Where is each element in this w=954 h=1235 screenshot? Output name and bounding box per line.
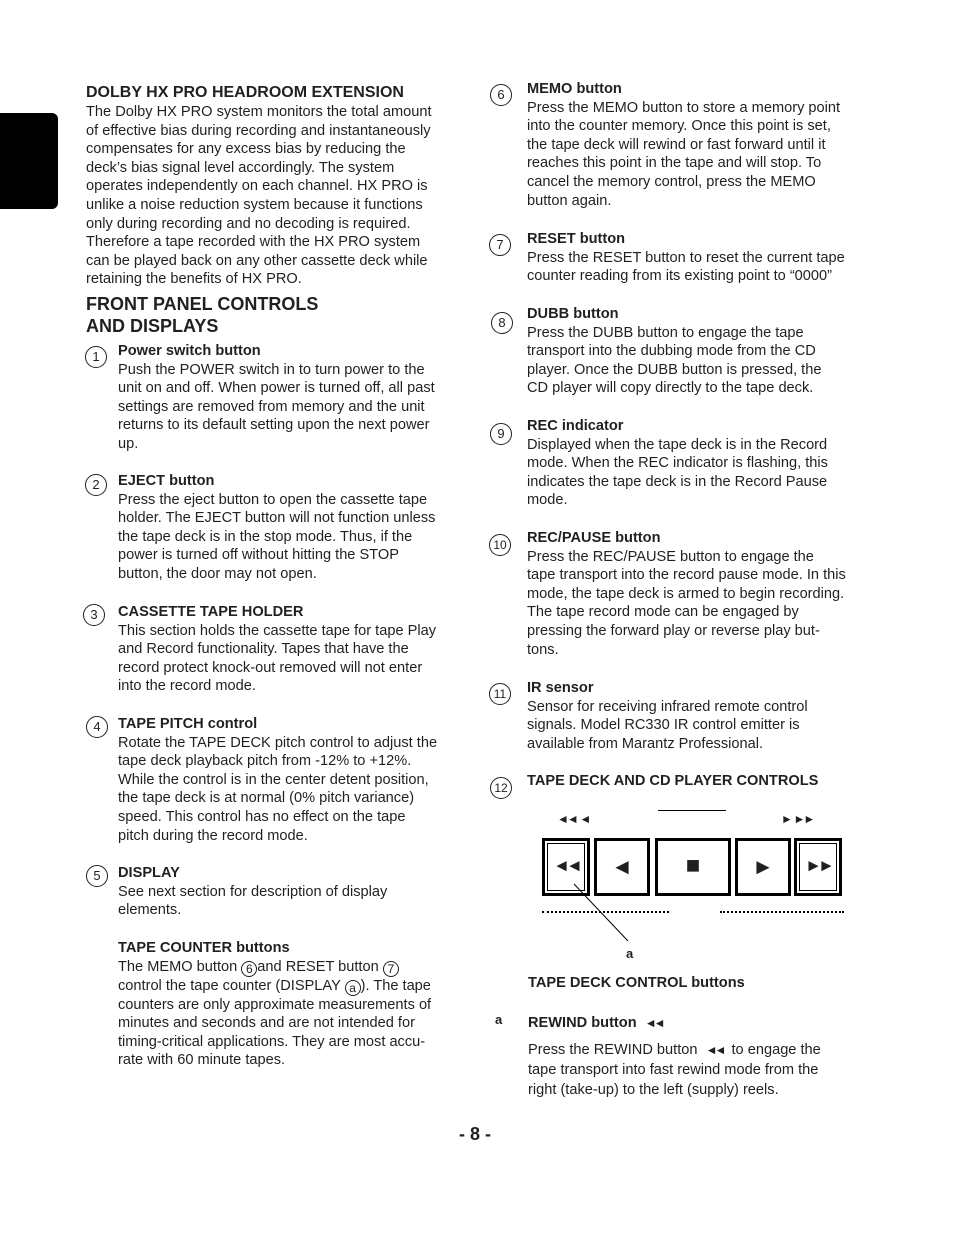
item-reset: RESET button Press the RESET button to reset the current tape counter reading from its existing point to “0000” [527,231,845,285]
item-number-badge: 10 [489,534,511,556]
rewind-glyphs-label: ◄◄ ◄ [557,812,590,826]
fast-forward-icon: ►► [805,856,831,875]
stop-button[interactable] [655,838,731,896]
play-button[interactable] [735,838,791,896]
item-cassette-holder: CASSETTE TAPE HOLDER This section holds the cassette tape for tape Play and Record functionality. Tapes that have the record protect knock-out removed will not enter into the record mode. [118,604,436,695]
item-number-badge: 6 [490,84,512,106]
section-title: FRONT PANEL CONTROLS AND DISPLAYS [86,294,319,336]
item-number-badge: 5 [86,865,108,887]
item-dubb: DUBB button Press the DUBB button to engage the tape transport into the dubbing mode from the CD player. Once the DUBB button is pressed, the CD player will copy directly to the tape deck. [527,306,822,397]
rewind-marker: a [495,1012,503,1027]
page-number: - 8 - [459,1124,492,1144]
item-controls-heading: TAPE DECK AND CD PLAYER CONTROLS [527,773,819,789]
callout-label: a [626,946,634,961]
item-number-badge: 8 [491,312,513,334]
rewind-block: REWIND button ◄◄ Press the REWIND button ◄◄ to engage the tape transport into fast rewind mode from the right (take-up) to the left (supply) reels. [528,1015,821,1098]
item-number-badge: 4 [86,716,108,738]
stop-icon: ■ [685,852,701,879]
reverse-play-icon: ◄ [611,854,633,879]
item-number-badge: 11 [489,683,511,705]
rewind-icon: ◄◄ [553,856,579,875]
play-icon: ► [752,854,774,879]
section-tab [0,113,58,209]
diagram-bracket-line [658,810,726,811]
item-display: DISPLAY See next section for description of display elements. [118,865,388,919]
item-rec-pause: REC/PAUSE button Press the REC/PAUSE button to engage the tape transport into the record pause mode. In this mode, the tape deck is armed to begin recording. The tape record mode can be engaged by pressing the forward play or reverse play but- tons. [527,530,846,658]
fast-forward-button[interactable] [794,838,842,896]
dolby-title: DOLBY HX PRO HEADROOM EXTENSION [86,84,404,101]
tape-counter-block: TAPE COUNTER buttons The MEMO button 6 and RESET button 7 control the tape counter (DISPLAY a ). The tape counters are only approximate measurements of minutes and seconds and are not intended for timing-critical applications. They are most accu- rate with 60 minute tapes. [118,940,432,1069]
circled-ref: 7 [383,961,399,977]
callout-line [570,880,640,950]
rewind-icon: ◄◄ [705,1042,724,1057]
item-number-badge: 7 [489,234,511,256]
controls-title: TAPE DECK CONTROL buttons [528,975,745,991]
item-eject: EJECT button Press the eject button to open the cassette tape holder. The EJECT button will not function unless the tape deck is in the stop mode. Thus, if the power is turned off without hitting the STOP button, the door may not open. [118,473,436,582]
circled-ref: a [345,980,361,996]
item-number-badge: 1 [85,346,107,368]
item-tape-pitch: TAPE PITCH control Rotate the TAPE DECK pitch control to adjust the tape deck playback pitch from -12% to +12%. While the control is in the center detent position, the tape deck is at normal (0% pitch variance) speed. This control has no effect on the tape pitch during the record mode. [118,716,438,844]
item-power: Power switch button Push the POWER switch in to turn power to the unit on and off. When power is turned off, all past settings are removed from memory and the unit returns to its default setting upon the next power up. [118,343,435,452]
rewind-icon: ◄◄ [644,1016,663,1030]
forward-glyphs-label: ► ►► [781,812,814,826]
item-number-badge: 12 [490,777,512,799]
right-dotted-line [720,911,844,913]
item-memo: MEMO button Press the MEMO button to store a memory point into the counter memory. Once this point is set, the tape deck will rewind or fast forward until it reaches this point in the tape and will stop. To cancel the memory control, press the MEMO button again. [527,81,841,209]
circled-ref: 6 [241,961,257,977]
item-ir-sensor: IR sensor Sensor for receiving infrared remote control signals. Model RC330 IR control emitter is available from Marantz Professional. [527,680,808,752]
item-number-badge: 3 [83,604,105,626]
item-rec-indicator: REC indicator Displayed when the tape deck is in the Record mode. When the REC indicator is flashing, this indicates the tape deck is in the Record Pause mode. [527,418,828,509]
item-number-badge: 2 [85,474,107,496]
item-number-badge: 9 [490,423,512,445]
dolby-text: The Dolby HX PRO system monitors the total amount of effective bias during recording and instantaneously compensates for any excess bias by reducing the deck’s bias signal level accordingly. The system operates independently on each channel. HX PRO is unlike a noise reduction system because it functions only during recording and no decoding is required. Therefore a tape recorded with the HX PRO system can be played back on any other cassette deck while retaining the benefits of HX PRO. [86,104,432,288]
